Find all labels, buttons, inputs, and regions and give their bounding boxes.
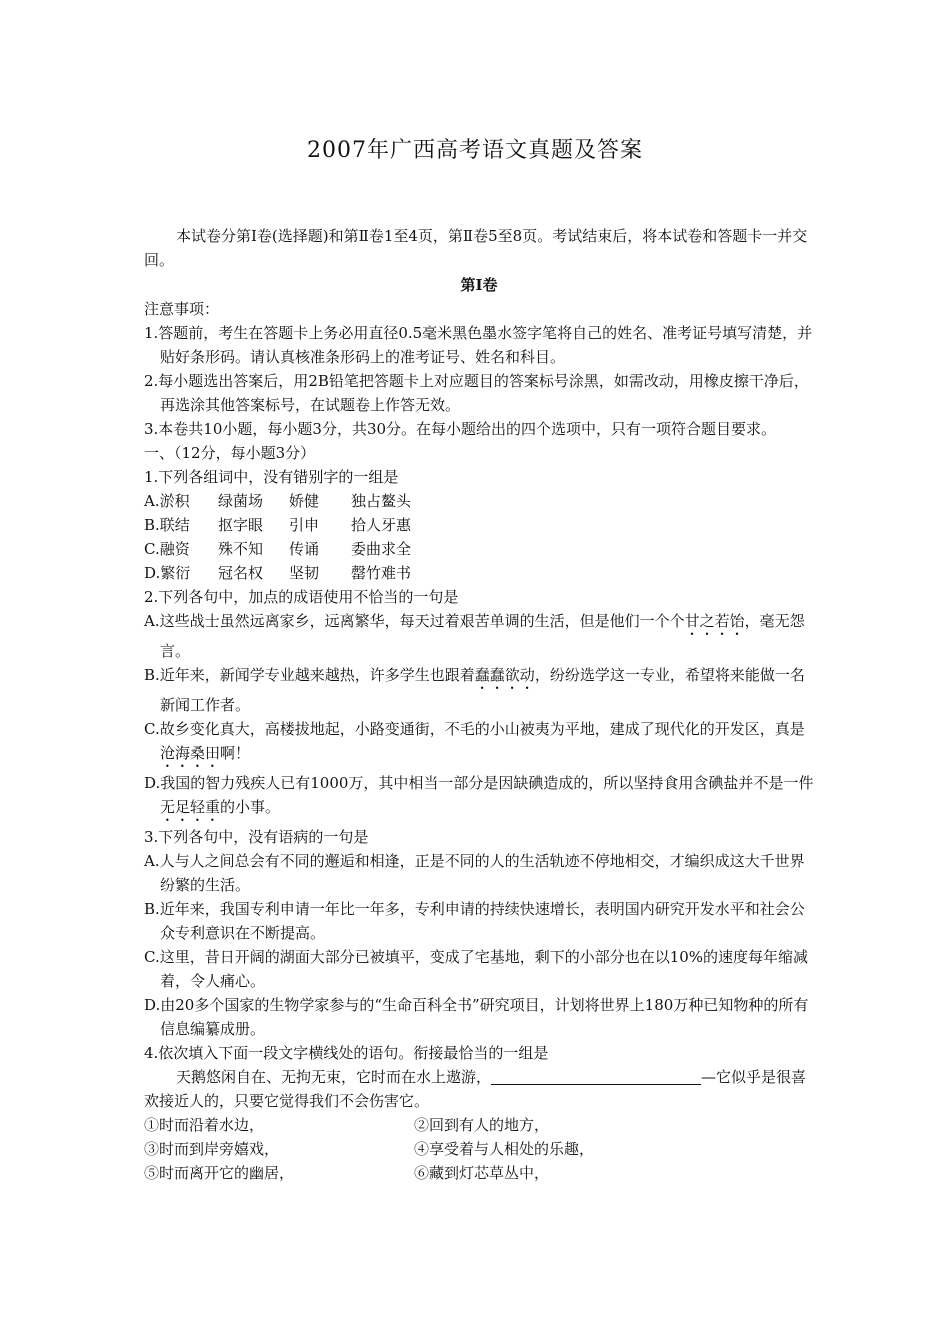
q3-option-c: C.这里，昔日开阔的湖面大部分已被填平，变成了宅基地，剩下的小部分也在以10%的速度每年缩减着，令人痛心。 xyxy=(144,948,809,990)
volume-heading: 第Ⅰ卷 xyxy=(460,276,498,294)
q4-passage: 天鹅悠闲自在、无拘无束，它时而在水上遨游， —它似乎是很喜欢接近人的，只要它觉得我们不会伤害它。 xyxy=(144,1068,807,1110)
q1-option-c: C.融资 殊不知 传诵 委曲求全 xyxy=(144,540,412,558)
q1-option-b: B.联结 抠字眼 引申 拾人牙惠 xyxy=(144,516,412,534)
fill-blank xyxy=(491,1068,701,1085)
q4-choice: ④享受着与人相处的乐趣， xyxy=(414,1140,595,1158)
q1-option-a: A.淤积 绿菌场 娇健 独占鳌头 xyxy=(144,492,412,510)
q4-choice: ⑥藏到灯芯草丛中， xyxy=(414,1164,550,1182)
question-2-stem: 2.下列各句中，加点的成语使用不恰当的一句是 xyxy=(144,588,459,606)
note-item: 1.答题前，考生在答题卡上务必用直径0.5毫米黑色墨水签字笔将自己的姓名、准考证号填写清楚，并贴好条形码。请认真核准条形码上的准考证号、姓名和科目。 xyxy=(144,324,813,366)
section-heading: 一、（12分，每小题3分） xyxy=(144,444,316,462)
q2-option-c: C.故乡变化真大，高楼拔地起，小路变通街，不毛的小山被夷为平地，建成了现代化的开发区，真是沧海桑田啊！ xyxy=(144,720,805,762)
document-title: 2007年广西高考语文真题及答案 xyxy=(307,138,643,163)
q3-option-a: A.人与人之间总会有不同的邂逅和相逢，正是不同的人的生活轨迹不停地相交，才编织成这大千世界纷繁的生活。 xyxy=(144,852,805,894)
q4-choice: ②回到有人的地方， xyxy=(414,1116,550,1134)
note-item: 3.本卷共10小题，每小题3分，共30分。在每小题给出的四个选项中，只有一项符合题目要求。 xyxy=(144,420,777,438)
intro-paragraph: 本试卷分第Ⅰ卷(选择题)和第Ⅱ卷1至4页，第Ⅱ卷5至8页。考试结束后，将本试卷和答题卡一并交回。 xyxy=(144,227,808,269)
note-item: 2.每小题选出答案后，用2B铅笔把答题卡上对应题目的答案标号涂黑，如需改动，用橡皮擦干净后，再选涂其他答案标号，在试题卷上作答无效。 xyxy=(144,372,809,414)
q2-option-d: D.我国的智力残疾人已有1000万，其中相当一部分是因缺碘造成的，所以坚持食用含碘盐并不是一件无足轻重的小事。 xyxy=(144,774,814,816)
question-3-stem: 3.下列各句中，没有语病的一句是 xyxy=(144,828,369,846)
q2-option-a: A.这些战士虽然远离家乡，远离繁华，每天过着艰苦单调的生活，但是他们一个个甘之若饴，毫无怨言。 xyxy=(144,612,805,660)
q4-choice: ①时而沿着水边， xyxy=(144,1116,265,1134)
q3-option-b: B.近年来，我国专利申请一年比一年多，专利申请的持续快速增长，表明国内研究开发水平和社会公众专利意识在不断提高。 xyxy=(144,900,805,942)
q3-option-d: D.由20多个国家的生物学家参与的“生命百科全书”研究项目，计划将世界上180万种已知物种的所有信息编纂成册。 xyxy=(144,996,809,1038)
q4-choices xyxy=(144,1113,814,1185)
document-body xyxy=(144,224,814,1185)
q2-option-b: B.近年来，新闻学专业越来越热，许多学生也跟着蠢蠢欲动，纷纷选学这一专业，希望将来能做一名新闻工作者。 xyxy=(144,666,805,714)
q1-option-d: D.繁衍 冠名权 坚韧 罄竹难书 xyxy=(144,564,412,582)
notes-heading: 注意事项： xyxy=(144,300,220,318)
question-4-stem: 4.依次填入下面一段文字横线处的语句。衔接最恰当的一组是 xyxy=(144,1044,549,1062)
q4-choice: ③时而到岸旁嬉戏， xyxy=(144,1140,280,1158)
question-1-stem: 1.下列各组词中，没有错别字的一组是 xyxy=(144,468,399,486)
q4-choice: ⑤时而离开它的幽居， xyxy=(144,1164,295,1182)
